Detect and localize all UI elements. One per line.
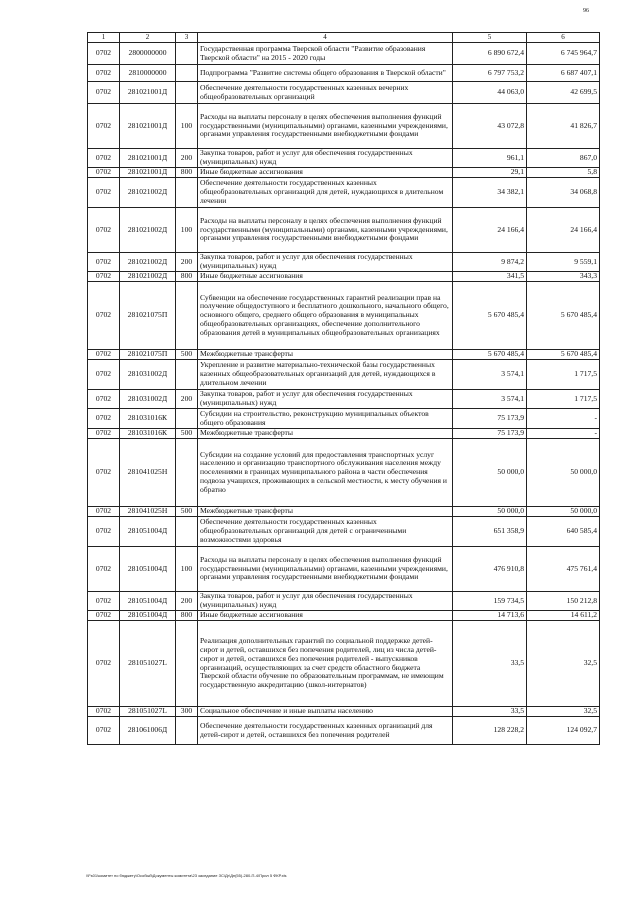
- item-name-cell: Межбюджетные трансферты: [198, 429, 453, 439]
- expense-type-cell: 300: [176, 707, 198, 717]
- expense-type-cell: [176, 282, 198, 350]
- target-article-cell: 281031002Д: [120, 360, 176, 390]
- item-name-cell: Социальное обеспечение и иные выплаты населению: [198, 707, 453, 717]
- section-code-cell: 0702: [88, 547, 120, 592]
- expense-type-cell: 500: [176, 350, 198, 360]
- table-row: [88, 65, 600, 82]
- table-row: [88, 547, 600, 592]
- amount-first-year-cell: 24 166,4: [453, 208, 527, 253]
- section-code-cell: 0702: [88, 350, 120, 360]
- amount-first-year-cell: 6 890 672,4: [453, 43, 527, 65]
- amount-second-year-cell: 32,5: [527, 621, 600, 707]
- expense-type-cell: 200: [176, 390, 198, 409]
- amount-first-year-cell: 33,5: [453, 707, 527, 717]
- table-row: [88, 360, 600, 390]
- section-code-cell: 0702: [88, 253, 120, 272]
- section-code-cell: 0702: [88, 621, 120, 707]
- table-row: [88, 168, 600, 178]
- item-name-cell: Обеспечение деятельности государственных казенных общеобразовательных организаций для детей с ограниченными возможностями здоровья: [198, 517, 453, 547]
- expense-type-cell: [176, 439, 198, 507]
- expense-type-cell: 200: [176, 592, 198, 611]
- amount-first-year-cell: 128 228,2: [453, 717, 527, 745]
- amount-first-year-cell: 50 000,0: [453, 507, 527, 517]
- item-name-cell: Иные бюджетные ассигнования: [198, 272, 453, 282]
- amount-second-year-cell: 5 670 485,4: [527, 282, 600, 350]
- table-row: [88, 208, 600, 253]
- section-code-cell: 0702: [88, 409, 120, 429]
- target-article-cell: 281021001Д: [120, 149, 176, 168]
- amount-second-year-cell: 5 670 485,4: [527, 350, 600, 360]
- amount-second-year-cell: 640 585,4: [527, 517, 600, 547]
- target-article-cell: 281051027L: [120, 707, 176, 717]
- target-article-cell: 281051004Д: [120, 547, 176, 592]
- expense-type-cell: [176, 621, 198, 707]
- amount-first-year-cell: 9 874,2: [453, 253, 527, 272]
- expense-type-cell: 100: [176, 104, 198, 149]
- amount-first-year-cell: 5 670 485,4: [453, 350, 527, 360]
- table-row: [88, 272, 600, 282]
- item-name-cell: Государственная программа Тверской области "Развитие образования Тверской области" на 2015 - 2020 годы: [198, 43, 453, 65]
- table-row: [88, 390, 600, 409]
- expense-type-cell: 800: [176, 272, 198, 282]
- amount-second-year-cell: 5,8: [527, 168, 600, 178]
- table-row: [88, 82, 600, 104]
- section-code-cell: 0702: [88, 272, 120, 282]
- section-code-cell: 0702: [88, 707, 120, 717]
- table-row: [88, 104, 600, 149]
- amount-second-year-cell: 14 611,2: [527, 611, 600, 621]
- section-code-cell: 0702: [88, 611, 120, 621]
- table-row: [88, 429, 600, 439]
- target-article-cell: 281031016К: [120, 409, 176, 429]
- amount-first-year-cell: 33,5: [453, 621, 527, 707]
- table-row: [88, 621, 600, 707]
- item-name-cell: Субсидии на создание условий для предоставления транспортных услуг населению и организацию транспортного обслуживания населения между поселениями в границах муниципального района в части обеспечения подвоза учащихся, проживающих в сельской местности, к месту обучения и обратно: [198, 439, 453, 507]
- item-name-cell: Укрепление и развитие материально-технической базы государственных казенных общеобразовательных организаций для детей, нуждающихся в длительном лечении: [198, 360, 453, 390]
- target-article-cell: 281021001Д: [120, 168, 176, 178]
- section-code-cell: 0702: [88, 592, 120, 611]
- section-code-cell: 0702: [88, 439, 120, 507]
- amount-first-year-cell: 476 910,8: [453, 547, 527, 592]
- section-code-cell: 0702: [88, 178, 120, 208]
- table-row: [88, 253, 600, 272]
- amount-first-year-cell: 14 713,6: [453, 611, 527, 621]
- target-article-cell: 281021075П: [120, 282, 176, 350]
- table-row: [88, 178, 600, 208]
- item-name-cell: Иные бюджетные ассигнования: [198, 611, 453, 621]
- amount-second-year-cell: 124 092,7: [527, 717, 600, 745]
- column-number-2: 2: [120, 33, 176, 43]
- amount-second-year-cell: 1 717,5: [527, 360, 600, 390]
- table-row: [88, 717, 600, 745]
- item-name-cell: Расходы на выплаты персоналу в целях обеспечения выполнения функций государственными (муниципальными) органами, казенными учреждениями, органами управления государственными внебюджетными фондами: [198, 208, 453, 253]
- amount-first-year-cell: 50 000,0: [453, 439, 527, 507]
- table-row: [88, 611, 600, 621]
- section-code-cell: 0702: [88, 104, 120, 149]
- amount-second-year-cell: 475 761,4: [527, 547, 600, 592]
- section-code-cell: 0702: [88, 149, 120, 168]
- budget-table-body: [88, 33, 600, 745]
- table-row: [88, 507, 600, 517]
- item-name-cell: Расходы на выплаты персоналу в целях обеспечения выполнения функций государственными (муниципальными) органами, казенными учреждениями, органами управления государственными внебюджетными фондами: [198, 547, 453, 592]
- expense-type-cell: [176, 82, 198, 104]
- file-path-footer: \\Fs01\комитет по бюджету\Особый\Документы комитета\23 заседание ЗС\Дг\Дп(55)-280-П-4\Прил 5 ФКР.xls: [86, 873, 287, 878]
- amount-second-year-cell: 32,5: [527, 707, 600, 717]
- section-code-cell: 0702: [88, 360, 120, 390]
- expense-type-cell: 200: [176, 253, 198, 272]
- target-article-cell: 281041025Н: [120, 439, 176, 507]
- item-name-cell: Субвенции на обеспечение государственных гарантий реализации прав на получение общедоступного и бесплатного дошкольного, начального общего, основного общего, среднего общего образования в муниципальных общеобразовательных организациях, обеспечение дополнительного образования детей в муниципальных общеобразовательных организациях: [198, 282, 453, 350]
- amount-first-year-cell: 651 358,9: [453, 517, 527, 547]
- target-article-cell: 281051004Д: [120, 611, 176, 621]
- target-article-cell: 281061006Д: [120, 717, 176, 745]
- expense-type-cell: [176, 178, 198, 208]
- column-number-3: 3: [176, 33, 198, 43]
- section-code-cell: 0702: [88, 390, 120, 409]
- item-name-cell: Межбюджетные трансферты: [198, 507, 453, 517]
- column-number-4: 4: [198, 33, 453, 43]
- budget-table: [87, 32, 600, 745]
- amount-second-year-cell: 50 000,0: [527, 507, 600, 517]
- page-number: 96: [583, 8, 589, 14]
- amount-second-year-cell: 6 745 964,7: [527, 43, 600, 65]
- target-article-cell: 2800000000: [120, 43, 176, 65]
- amount-second-year-cell: 150 212,8: [527, 592, 600, 611]
- target-article-cell: 281041025Н: [120, 507, 176, 517]
- amount-second-year-cell: 6 687 407,1: [527, 65, 600, 82]
- amount-first-year-cell: 29,1: [453, 168, 527, 178]
- item-name-cell: Закупка товаров, работ и услуг для обеспечения государственных (муниципальных) нужд: [198, 592, 453, 611]
- item-name-cell: Подпрограмма "Развитие системы общего образования в Тверской области": [198, 65, 453, 82]
- target-article-cell: 281021002Д: [120, 272, 176, 282]
- item-name-cell: Закупка товаров, работ и услуг для обеспечения государственных (муниципальных) нужд: [198, 390, 453, 409]
- expense-type-cell: [176, 65, 198, 82]
- expense-type-cell: [176, 43, 198, 65]
- expense-type-cell: 500: [176, 507, 198, 517]
- table-row: [88, 592, 600, 611]
- section-code-cell: 0702: [88, 282, 120, 350]
- amount-first-year-cell: 5 670 485,4: [453, 282, 527, 350]
- target-article-cell: 281021002Д: [120, 178, 176, 208]
- table-row: [88, 350, 600, 360]
- section-code-cell: 0702: [88, 507, 120, 517]
- amount-first-year-cell: 159 734,5: [453, 592, 527, 611]
- column-number-6: 6: [527, 33, 600, 43]
- amount-second-year-cell: 34 068,8: [527, 178, 600, 208]
- section-code-cell: 0702: [88, 82, 120, 104]
- table-row: [88, 707, 600, 717]
- item-name-cell: Обеспечение деятельности государственных казенных вечерних общеобразовательных организаций: [198, 82, 453, 104]
- target-article-cell: 281021002Д: [120, 208, 176, 253]
- amount-first-year-cell: 75 173,9: [453, 429, 527, 439]
- expense-type-cell: 800: [176, 611, 198, 621]
- target-article-cell: 281021001Д: [120, 104, 176, 149]
- amount-second-year-cell: 41 826,7: [527, 104, 600, 149]
- table-row: [88, 149, 600, 168]
- item-name-cell: Межбюджетные трансферты: [198, 350, 453, 360]
- amount-first-year-cell: 961,1: [453, 149, 527, 168]
- item-name-cell: Субсидии на строительство, реконструкцию муниципальных объектов общего образования: [198, 409, 453, 429]
- expense-type-cell: 200: [176, 149, 198, 168]
- amount-first-year-cell: 6 797 753,2: [453, 65, 527, 82]
- target-article-cell: 281051004Д: [120, 592, 176, 611]
- section-code-cell: 0702: [88, 429, 120, 439]
- item-name-cell: Закупка товаров, работ и услуг для обеспечения государственных (муниципальных) нужд: [198, 253, 453, 272]
- target-article-cell: 281021075П: [120, 350, 176, 360]
- amount-first-year-cell: 3 574,1: [453, 390, 527, 409]
- table-row: [88, 517, 600, 547]
- amount-second-year-cell: 1 717,5: [527, 390, 600, 409]
- target-article-cell: 281021002Д: [120, 253, 176, 272]
- amount-second-year-cell: -: [527, 409, 600, 429]
- expense-type-cell: 500: [176, 429, 198, 439]
- amount-first-year-cell: 341,5: [453, 272, 527, 282]
- amount-first-year-cell: 44 063,0: [453, 82, 527, 104]
- target-article-cell: 281021001Д: [120, 82, 176, 104]
- item-name-cell: Обеспечение деятельности государственных казенных организаций для детей-сирот и детей, оставшихся без попечения родителей: [198, 717, 453, 745]
- section-code-cell: 0702: [88, 43, 120, 65]
- amount-second-year-cell: -: [527, 429, 600, 439]
- section-code-cell: 0702: [88, 65, 120, 82]
- expense-type-cell: [176, 409, 198, 429]
- item-name-cell: Обеспечение деятельности государственных казенных общеобразовательных организаций для детей, нуждающихся в длительном лечении: [198, 178, 453, 208]
- table-row: [88, 439, 600, 507]
- column-number-5: 5: [453, 33, 527, 43]
- expense-type-cell: 800: [176, 168, 198, 178]
- expense-type-cell: [176, 717, 198, 745]
- amount-first-year-cell: 75 173,9: [453, 409, 527, 429]
- expense-type-cell: [176, 517, 198, 547]
- section-code-cell: 0702: [88, 168, 120, 178]
- amount-second-year-cell: 24 166,4: [527, 208, 600, 253]
- target-article-cell: 281031016К: [120, 429, 176, 439]
- column-number-row: [88, 33, 600, 43]
- amount-second-year-cell: 9 559,1: [527, 253, 600, 272]
- amount-second-year-cell: 867,0: [527, 149, 600, 168]
- item-name-cell: Расходы на выплаты персоналу в целях обеспечения выполнения функций государственными (муниципальными) органами, казенными учреждениями, органами управления государственными внебюджетными фондами: [198, 104, 453, 149]
- section-code-cell: 0702: [88, 517, 120, 547]
- column-number-1: 1: [88, 33, 120, 43]
- table-row: [88, 409, 600, 429]
- target-article-cell: 2810000000: [120, 65, 176, 82]
- amount-first-year-cell: 3 574,1: [453, 360, 527, 390]
- item-name-cell: Закупка товаров, работ и услуг для обеспечения государственных (муниципальных) нужд: [198, 149, 453, 168]
- section-code-cell: 0702: [88, 717, 120, 745]
- target-article-cell: 281031002Д: [120, 390, 176, 409]
- target-article-cell: 281051027L: [120, 621, 176, 707]
- amount-second-year-cell: 42 699,5: [527, 82, 600, 104]
- table-row: [88, 43, 600, 65]
- amount-first-year-cell: 34 382,1: [453, 178, 527, 208]
- expense-type-cell: 100: [176, 547, 198, 592]
- table-row: [88, 282, 600, 350]
- amount-second-year-cell: 343,3: [527, 272, 600, 282]
- item-name-cell: Реализация дополнительных гарантий по социальной поддержке детей-сирот и детей, оставшихся без попечения родителей, лиц из числа детей-сирот и детей, оставшихся без попечения родителей - выпускников организаций, осуществляющих за счет средств областного бюджета Тверской области обучение по образовательным программам, не имеющим государственную аккредитацию (школ-интернатов): [198, 621, 453, 707]
- item-name-cell: Иные бюджетные ассигнования: [198, 168, 453, 178]
- expense-type-cell: 100: [176, 208, 198, 253]
- amount-second-year-cell: 50 000,0: [527, 439, 600, 507]
- expense-type-cell: [176, 360, 198, 390]
- amount-first-year-cell: 43 072,8: [453, 104, 527, 149]
- target-article-cell: 281051004Д: [120, 517, 176, 547]
- section-code-cell: 0702: [88, 208, 120, 253]
